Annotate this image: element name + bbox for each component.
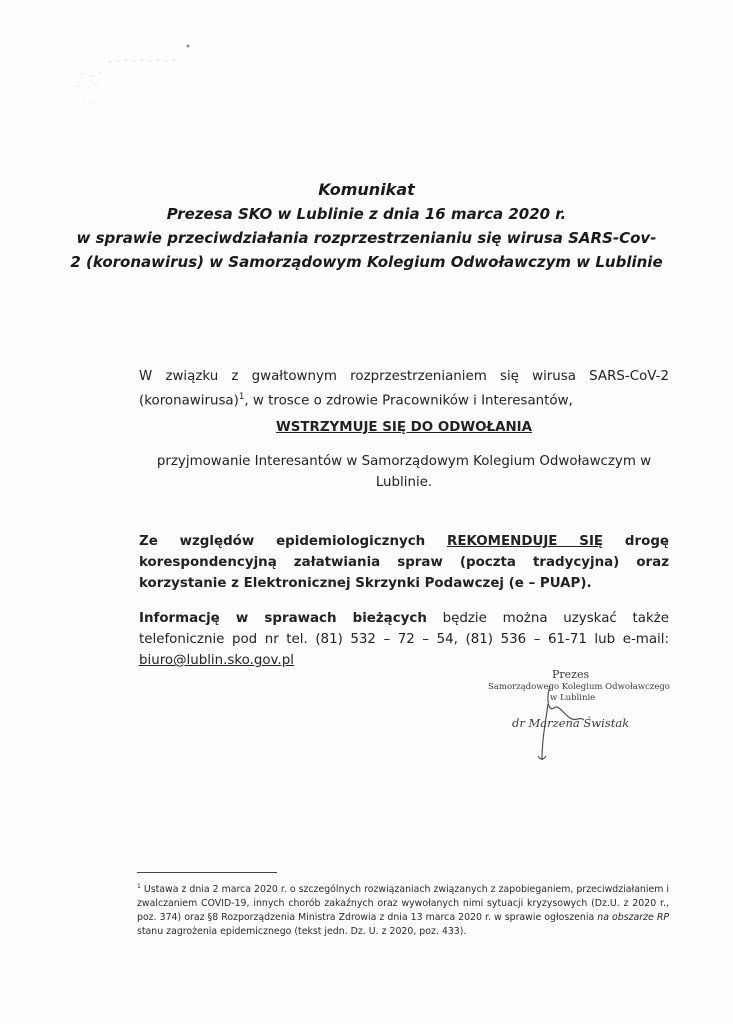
announcement-subtitle-line-2: w sprawie przeciwdziałania rozprzestrzenianiu się wirusa SARS-Cov- bbox=[76, 229, 657, 247]
suspension-detail: przyjmowanie Interesantów w Samorządowym Kolegium Odwoławczym w Lublinie. bbox=[156, 454, 652, 490]
recommendation-text-1: Ze względów epidemiologicznych bbox=[139, 534, 448, 549]
scan-artifact bbox=[70, 40, 210, 120]
contact-email-link[interactable]: biuro@lublin.sko.gov.pl bbox=[139, 653, 294, 668]
suspension-notice: WSTRZYMUJE SIĘ DO ODWOŁANIA bbox=[275, 420, 533, 435]
footnote-text-2: stanu zagrożenia epidemicznego (tekst jedn. Dz. U. z 2020, poz. 433). bbox=[137, 926, 467, 938]
intro-text: W związku z gwałtownym rozprzestrzenianiem się wirusa SARS-CoV-2 (koronawirusa) bbox=[139, 369, 669, 409]
signature-stamp bbox=[488, 668, 670, 768]
recommendation-keyword: REKOMENDUJE SIĘ bbox=[447, 534, 604, 549]
announcement-subtitle-line-3: 2 (koronawirus) w Samorządowym Kolegium Odwoławczym w Lublinie bbox=[70, 253, 663, 271]
footnote bbox=[137, 880, 669, 939]
footnote-reference: 1 bbox=[238, 392, 245, 402]
footnote-text-1: Ustawa z dnia 2 marca 2020 r. o szczególnych rozwiązaniach związanych z zapobieganiem, przeciwdziałaniem i zwalczaniem COVID-19, innych chorób zakaźnych oraz wywołanych nimi sytuacji kryzysowych (Dz.U. z 2020 r., poz. 374) oraz §8 Rozporządzenia Ministra Zdrowia z dnia 13 marca 2020 r. w sprawie ogłoszenia bbox=[137, 884, 669, 924]
recommendation-paragraph bbox=[139, 531, 669, 594]
footnote-mark: 1 bbox=[137, 883, 141, 890]
footnote-text-italic: na obszarze RP bbox=[597, 912, 669, 924]
announcement-subtitle-line-1: Prezesa SKO w Lublinie z dnia 16 marca 2020 r. bbox=[166, 205, 567, 223]
contact-heading: Informację w sprawach bieżących bbox=[139, 611, 427, 626]
signature-role: Prezes bbox=[552, 668, 590, 681]
footnote-divider bbox=[137, 872, 277, 873]
signature-city: w Lublinie bbox=[550, 693, 596, 703]
intro-text-rest: , w trosce o zdrowie Pracowników i Interesantów, bbox=[244, 393, 573, 409]
intro-paragraph bbox=[139, 366, 669, 411]
signature-name: dr Marzena Świstak bbox=[512, 716, 630, 730]
announcement-title: Komunikat bbox=[318, 180, 415, 199]
contact-paragraph bbox=[139, 608, 669, 671]
recommendation-text-2: drogę korespondencyjną załatwiania spraw (poczta tradycyjna) oraz korzystanie z Elektronicznej Skrzynki Podawczej (e – PUAP). bbox=[139, 534, 669, 591]
signature-organization: Samorządowego Kolegium Odwoławczego bbox=[488, 682, 670, 692]
contact-text: będzie można uzyskać także telefonicznie pod nr tel. (81) 532 – 72 – 54, (81) 536 – 61-71 lub e-mail: bbox=[139, 611, 669, 647]
announcement-header bbox=[0, 178, 733, 274]
